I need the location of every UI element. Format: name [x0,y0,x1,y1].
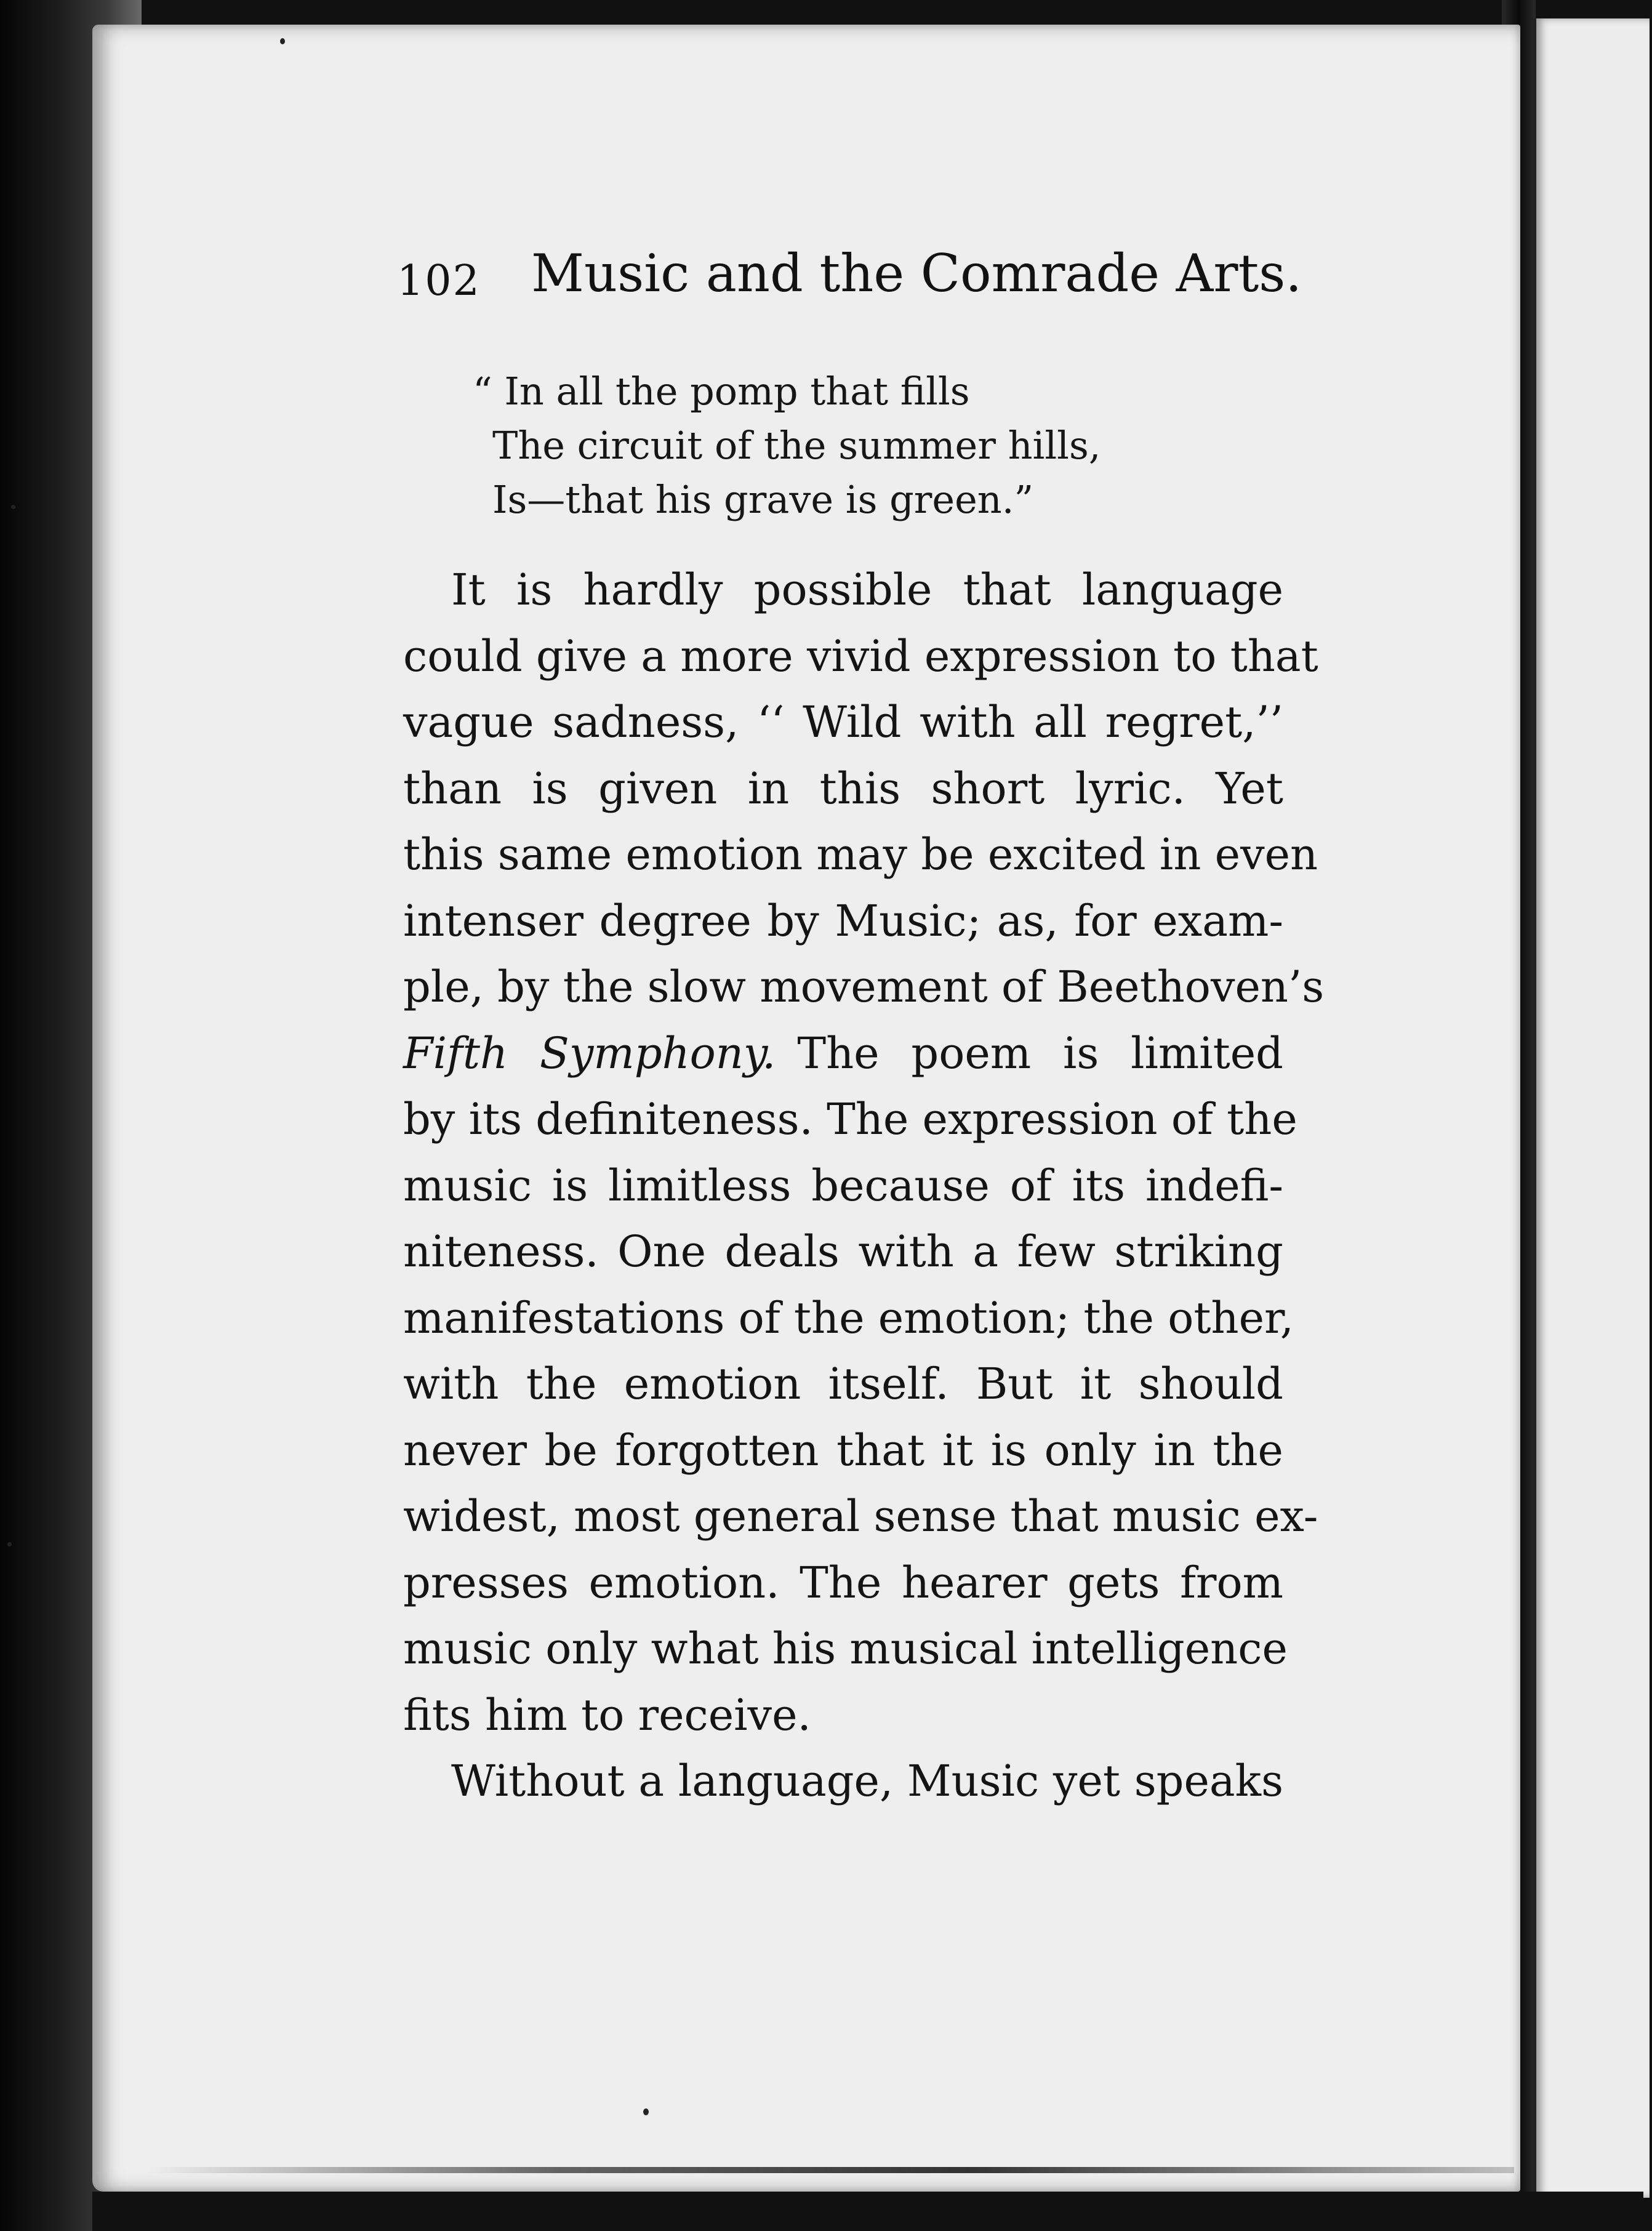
text-line: by its definiteness. The expression of the [403,1094,1297,1144]
text-line: presses emotion. The hearer gets from [403,1557,1283,1608]
bottom-edge-shadow [92,2192,1643,2231]
page-number: 102 [397,257,481,305]
text-line: could give a more vivid expression to that [403,630,1318,681]
text-line-with-title [403,1021,1283,1087]
text-line: It is hardly possible that language [451,565,1283,615]
text-line: niteness. One deals with a few striking [403,1226,1283,1277]
text-line: than is given in this short lyric. Yet [403,763,1283,814]
running-title: Music and the Comrade Arts. [531,243,1302,303]
scan-speck [11,505,15,509]
work-title: Fifth Symphony. [403,1027,776,1079]
facing-page-edge [1533,18,1650,2198]
verse-line: The circuit of the summer hills, [492,423,1101,468]
text-line: vague sadness, ‘‘ Wild with all regret,’’ [403,697,1283,747]
text-line: intenser degree by Music; as, for exam- [403,895,1283,946]
text-line: music is limitless because of its indefi- [403,1160,1283,1211]
body-text [403,557,1325,1815]
text-line: Without a language, Music yet speaks [451,1756,1283,1806]
text-line: fits him to receive. [403,1689,811,1740]
scan-speck [643,2108,649,2115]
verse-line: Is—that his grave is green.” [492,477,1034,522]
text-line: ple, by the slow movement of Beethoven’s [403,962,1325,1012]
verse-quotation [473,364,1262,527]
verse-line: “ In all the pomp that fills [473,369,970,414]
text-line: widest, most general sense that music ex- [403,1491,1318,1542]
text-line: never be forgotten that it is only in the [403,1425,1283,1476]
text-line: with the emotion itself. But it should [403,1359,1283,1409]
scan-speck [7,1542,12,1546]
running-head [397,243,1302,311]
text-fragment: The poem is limited [797,1027,1283,1079]
text-line: manifestations of the emotion; the other, [403,1292,1294,1343]
scan-speck [280,38,285,44]
text-line: music only what his musical intelligence [403,1623,1288,1674]
text-line: this same emotion may be excited in even [403,829,1318,880]
page-bottom-edge [148,2167,1514,2173]
